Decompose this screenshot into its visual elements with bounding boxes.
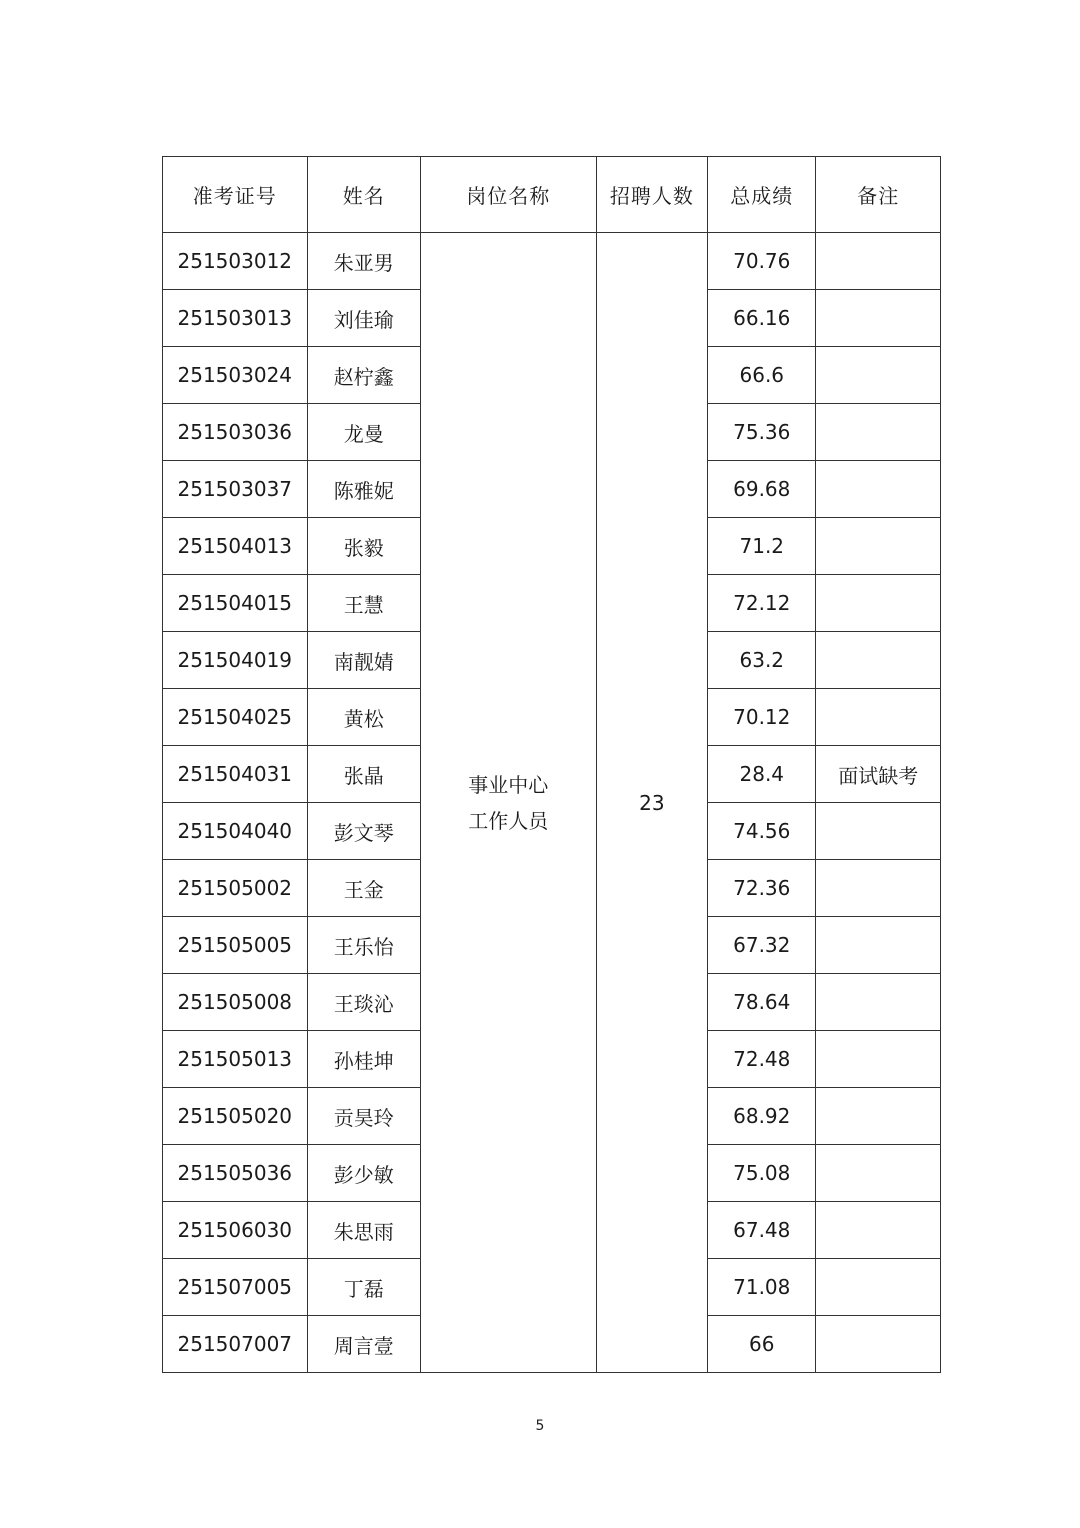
total-score-cell: 68.92 bbox=[708, 1088, 816, 1145]
total-score-cell: 74.56 bbox=[708, 803, 816, 860]
total-score-cell: 71.2 bbox=[708, 518, 816, 575]
header-total-score: 总成绩 bbox=[708, 157, 816, 233]
note-cell bbox=[816, 632, 941, 689]
exam-id-cell: 251507005 bbox=[163, 1259, 308, 1316]
name-cell: 赵柠鑫 bbox=[307, 347, 420, 404]
score-table bbox=[162, 156, 941, 1373]
table-body bbox=[163, 233, 941, 1373]
total-score-cell: 78.64 bbox=[708, 974, 816, 1031]
page-number: 5 bbox=[535, 1418, 545, 1434]
exam-id-cell: 251506030 bbox=[163, 1202, 308, 1259]
total-score-cell: 70.76 bbox=[708, 233, 816, 290]
note-cell bbox=[816, 404, 941, 461]
header-post: 岗位名称 bbox=[420, 157, 596, 233]
name-cell: 周言壹 bbox=[307, 1316, 420, 1373]
exam-id-cell: 251505013 bbox=[163, 1031, 308, 1088]
table-header-row bbox=[163, 157, 941, 233]
note-cell bbox=[816, 1088, 941, 1145]
exam-id-cell: 251507007 bbox=[163, 1316, 308, 1373]
exam-id-cell: 251504015 bbox=[163, 575, 308, 632]
exam-id-cell: 251505002 bbox=[163, 860, 308, 917]
exam-id-cell: 251503036 bbox=[163, 404, 308, 461]
exam-id-cell: 251504025 bbox=[163, 689, 308, 746]
exam-id-cell: 251504031 bbox=[163, 746, 308, 803]
exam-id-cell: 251503024 bbox=[163, 347, 308, 404]
note-cell bbox=[816, 233, 941, 290]
note-cell bbox=[816, 1145, 941, 1202]
total-score-cell: 75.08 bbox=[708, 1145, 816, 1202]
name-cell: 彭少敏 bbox=[307, 1145, 420, 1202]
total-score-cell: 66.16 bbox=[708, 290, 816, 347]
name-cell: 丁磊 bbox=[307, 1259, 420, 1316]
header-recruit-count: 招聘人数 bbox=[596, 157, 707, 233]
name-cell: 朱亚男 bbox=[307, 233, 420, 290]
name-cell: 黄松 bbox=[307, 689, 420, 746]
total-score-cell: 28.4 bbox=[708, 746, 816, 803]
exam-id-cell: 251505020 bbox=[163, 1088, 308, 1145]
post-name-line-2: 工作人员 bbox=[468, 808, 549, 833]
name-cell: 彭文琴 bbox=[307, 803, 420, 860]
name-cell: 王慧 bbox=[307, 575, 420, 632]
exam-id-cell: 251505036 bbox=[163, 1145, 308, 1202]
total-score-cell: 69.68 bbox=[708, 461, 816, 518]
total-score-cell: 63.2 bbox=[708, 632, 816, 689]
note-cell bbox=[816, 461, 941, 518]
note-cell bbox=[816, 575, 941, 632]
note-cell bbox=[816, 1202, 941, 1259]
post-name-cell bbox=[420, 233, 596, 1373]
note-cell bbox=[816, 1031, 941, 1088]
name-cell: 陈雅妮 bbox=[307, 461, 420, 518]
total-score-cell: 70.12 bbox=[708, 689, 816, 746]
total-score-cell: 66.6 bbox=[708, 347, 816, 404]
total-score-cell: 72.48 bbox=[708, 1031, 816, 1088]
total-score-cell: 67.32 bbox=[708, 917, 816, 974]
exam-id-cell: 251503013 bbox=[163, 290, 308, 347]
exam-id-cell: 251504040 bbox=[163, 803, 308, 860]
note-cell bbox=[816, 917, 941, 974]
name-cell: 王琰沁 bbox=[307, 974, 420, 1031]
note-cell bbox=[816, 689, 941, 746]
note-cell bbox=[816, 803, 941, 860]
note-cell bbox=[816, 518, 941, 575]
note-cell bbox=[816, 974, 941, 1031]
total-score-cell: 66 bbox=[708, 1316, 816, 1373]
name-cell: 刘佳瑜 bbox=[307, 290, 420, 347]
recruit-count-cell: 23 bbox=[596, 233, 707, 1373]
name-cell: 王乐怡 bbox=[307, 917, 420, 974]
total-score-cell: 71.08 bbox=[708, 1259, 816, 1316]
header-name: 姓名 bbox=[307, 157, 420, 233]
note-cell bbox=[816, 290, 941, 347]
table-row bbox=[163, 233, 941, 290]
name-cell: 张毅 bbox=[307, 518, 420, 575]
total-score-cell: 67.48 bbox=[708, 1202, 816, 1259]
note-cell bbox=[816, 347, 941, 404]
name-cell: 龙曼 bbox=[307, 404, 420, 461]
name-cell: 南靓婧 bbox=[307, 632, 420, 689]
total-score-cell: 72.36 bbox=[708, 860, 816, 917]
note-cell bbox=[816, 1259, 941, 1316]
exam-id-cell: 251504019 bbox=[163, 632, 308, 689]
name-cell: 孙桂坤 bbox=[307, 1031, 420, 1088]
name-cell: 朱思雨 bbox=[307, 1202, 420, 1259]
exam-id-cell: 251503037 bbox=[163, 461, 308, 518]
header-note: 备注 bbox=[816, 157, 941, 233]
exam-id-cell: 251505005 bbox=[163, 917, 308, 974]
name-cell: 张晶 bbox=[307, 746, 420, 803]
exam-id-cell: 251504013 bbox=[163, 518, 308, 575]
total-score-cell: 72.12 bbox=[708, 575, 816, 632]
exam-id-cell: 251505008 bbox=[163, 974, 308, 1031]
exam-id-cell: 251503012 bbox=[163, 233, 308, 290]
note-cell bbox=[816, 1316, 941, 1373]
post-name-line-1: 事业中心 bbox=[468, 772, 549, 797]
note-cell bbox=[816, 860, 941, 917]
name-cell: 王金 bbox=[307, 860, 420, 917]
name-cell: 贡昊玲 bbox=[307, 1088, 420, 1145]
total-score-cell: 75.36 bbox=[708, 404, 816, 461]
note-cell: 面试缺考 bbox=[816, 746, 941, 803]
header-exam-id: 准考证号 bbox=[163, 157, 308, 233]
